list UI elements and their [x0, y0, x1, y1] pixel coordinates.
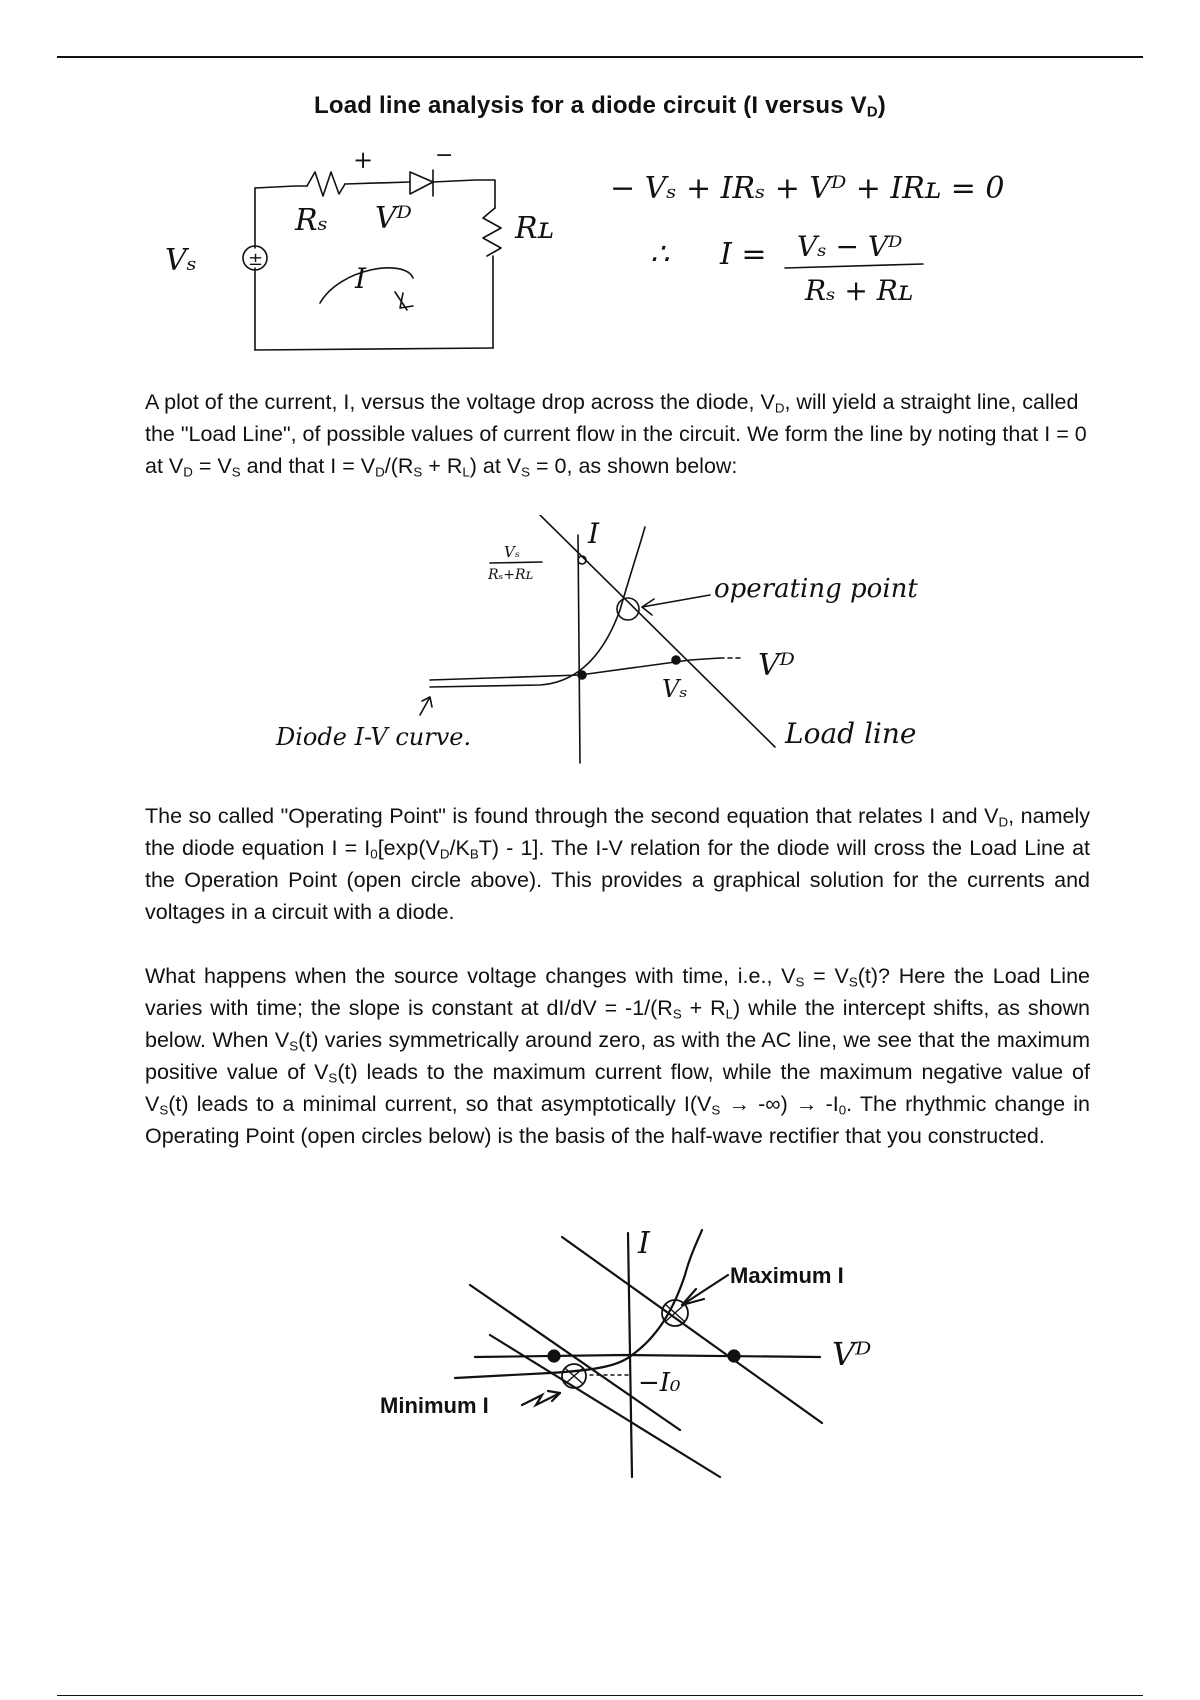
diode-symbol	[410, 170, 433, 196]
rl-label: Rʟ	[515, 211, 554, 246]
paragraph-operating-point: The so called "Operating Point" is found through the second equation that relates I and $V_D$, namely the diode equation $I = I_0[\exp(V_D/K_BT) - 1]$. The I-V relation for the diode will cross the Load Line at the Operation Point (open circle above). This provides a graphical solution for the currents and voltages in a circuit with a diode.	[145, 804, 1090, 924]
source-label: Vₛ	[165, 243, 197, 278]
i-axis	[578, 535, 580, 763]
polarity-plus: +	[353, 146, 374, 174]
equation-kvl: − Vₛ + IRₛ + Vᴰ + IRʟ = 0	[610, 171, 1005, 206]
intercept-numerator: Vₛ	[504, 543, 520, 561]
equation-i-lhs: I =	[720, 237, 767, 272]
therefore-symbol: ∴	[650, 237, 670, 272]
diode-iv-curve	[430, 527, 645, 687]
load-line-label: Load line	[785, 717, 917, 750]
source-symbol: ±	[248, 249, 264, 270]
origin-point	[578, 671, 586, 679]
load-line-figure	[270, 515, 960, 765]
paragraph-load-line: A plot of the current, I, versus the voltage drop across the diode, $V_D$, will yield a straight line, called the "Load Line", of possible values of current flow in the circuit. We form the line by noting that I = 0 at $V_D = V_S$ and that $I = V_D/(R_S + R_L)$ at $V_S = 0$, as shown below:	[145, 390, 1087, 480]
rs-label: Rₛ	[295, 203, 328, 238]
equation-i-denominator: Rₛ + Rʟ	[805, 274, 914, 307]
load-line	[540, 515, 775, 747]
paragraph-time-varying: What happens when the source voltage changes with time, i.e., $V_S = V_S(t)$? Here the Load Line varies with time; the slope is constant at $dI/dV = -1/(R_S + R_L)$ while the intercept shifts, as shown below. When $V_S(t)$ varies symmetrically around zero, as with the AC line, we see that the maximum positive value of $V_S(t)$ leads to the maximum current flow, while the maximum negative value of $V_S(t)$ leads to a minimal current, so that asymptotically $I(V_S$ → -∞) → $-I_0$. The rhythmic change in Operating Point (open circles below) is the basis of the half-wave rectifier that you constructed.	[145, 964, 1091, 1148]
vs-point	[672, 656, 680, 664]
equation-i-numerator: Vₛ − Vᴰ	[797, 230, 903, 263]
diode-curve-label: Diode I-V curve.	[276, 723, 472, 751]
top-rule	[57, 56, 1143, 58]
rectifier-figure	[370, 1225, 890, 1485]
current-label: I	[355, 262, 367, 295]
fraction-bar	[785, 264, 923, 268]
vd-axis-label: Vᴰ	[758, 648, 795, 683]
lower-baseline	[455, 1373, 550, 1378]
right-intercept-point	[729, 1351, 740, 1362]
vs-tick-label: Vₛ	[662, 675, 688, 703]
maximum-i-label: Maximum I	[730, 1263, 844, 1288]
polarity-minus: −	[435, 143, 454, 168]
bottom-rule	[57, 1695, 1143, 1696]
minus-i0-label: −I₀	[638, 1368, 681, 1398]
rs-resistor	[307, 172, 345, 196]
page-title: Load line analysis for a diode circuit (I versus $V_D$)	[314, 92, 886, 121]
vd-label: Vᴰ	[375, 201, 412, 236]
intercept-denominator: Rₛ+Rʟ	[488, 567, 534, 583]
i-axis-label: I	[638, 1226, 650, 1261]
bottom-wire	[255, 348, 493, 350]
minimum-i-label: Minimum I	[380, 1393, 489, 1418]
circuit-figure	[145, 128, 1095, 356]
rl-resistor	[483, 208, 501, 256]
operating-point-label: operating point	[714, 574, 918, 604]
vd-axis-label: Vᴰ	[832, 1335, 872, 1373]
left-intercept-point	[549, 1351, 560, 1362]
i-axis-label: I	[588, 517, 600, 550]
